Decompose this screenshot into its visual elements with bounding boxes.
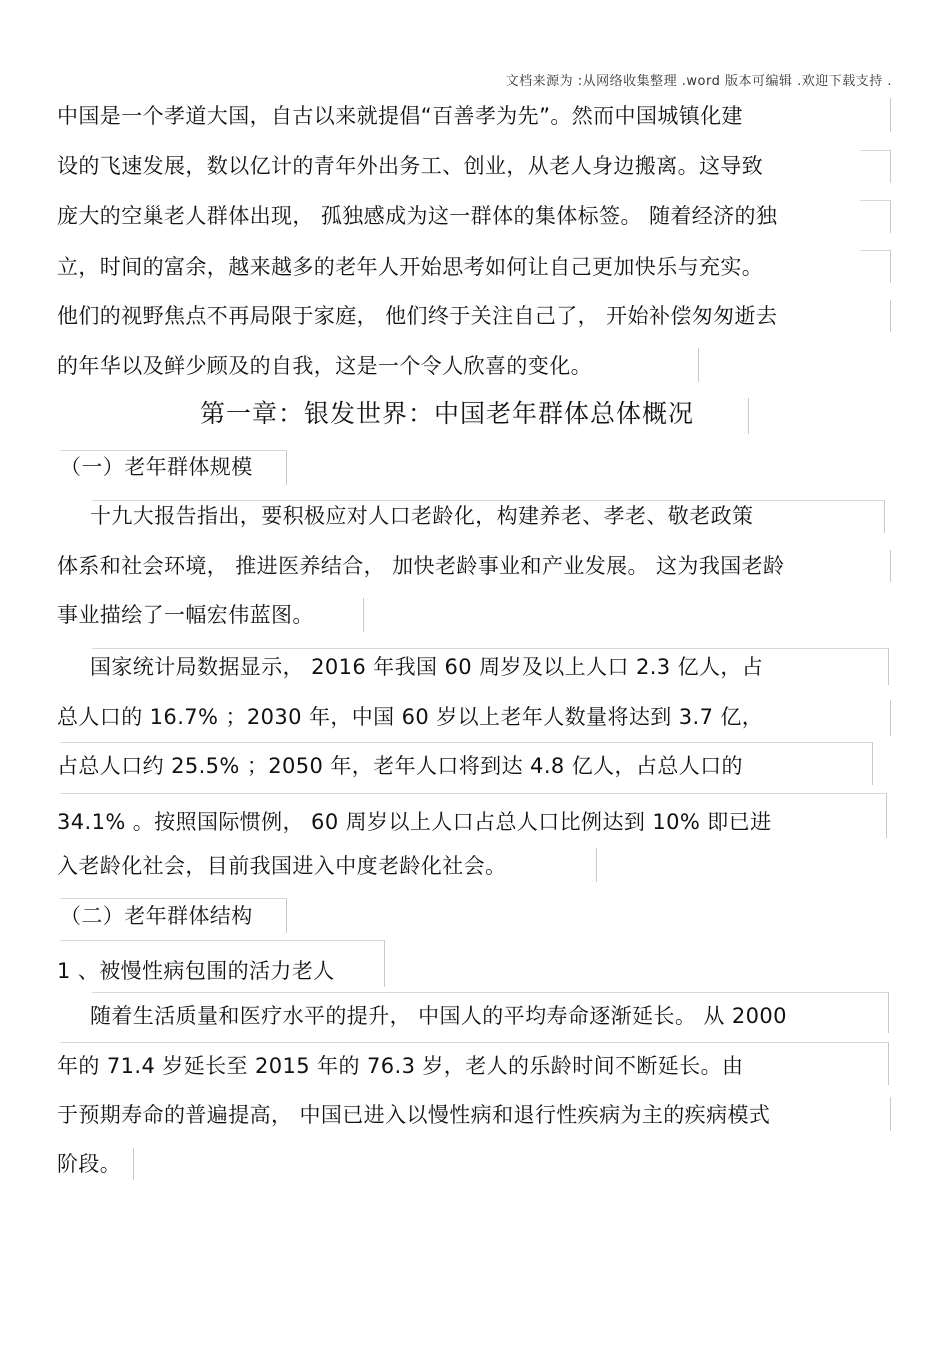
layout-box-edge — [880, 300, 891, 332]
layout-box-edge — [880, 1097, 891, 1131]
subsection-heading: 1 、被慢性病包围的活力老人 — [57, 959, 335, 983]
paragraph-line: 入老龄化社会，目前我国进入中度老龄化社会。 — [57, 854, 507, 878]
paragraph-line: 随着生活质量和医疗水平的提升， 中国人的平均寿命逐渐延长。 从 2000 — [90, 1004, 787, 1028]
paragraph-line: 于预期寿命的普遍提高， 中国已进入以慢性病和退行性疾病为主的疾病模式 — [57, 1103, 771, 1127]
paragraph-line: 年的 71.4 岁延长至 2015 年的 76.3 岁，老人的乐龄时间不断延长。由 — [57, 1054, 744, 1078]
layout-box-edge — [860, 150, 891, 183]
layout-box-edge — [880, 700, 891, 736]
paragraph-line: 体系和社会环境， 推进医养结合， 加快老龄事业和产业发展。 这为我国老龄 — [57, 554, 785, 578]
layout-box-edge — [60, 450, 287, 485]
layout-box-edge — [860, 250, 891, 283]
layout-box-edge — [60, 940, 385, 987]
layout-box-edge — [588, 848, 597, 882]
header-watermark: 文档来源为 :从网络收集整理 .word 版本可编辑 .欢迎下载支持 . — [505, 74, 892, 89]
section-heading: （一）老年群体规模 — [60, 455, 253, 479]
paragraph-line: 他们的视野焦点不再局限于家庭， 他们终于关注自己了， 开始补偿匆匆逝去 — [57, 304, 778, 328]
layout-box-edge — [60, 1042, 889, 1085]
paragraph-line: 阶段。 — [57, 1152, 122, 1176]
layout-box-edge — [880, 98, 891, 132]
layout-box-edge — [690, 348, 699, 382]
layout-box-edge — [125, 1148, 134, 1180]
layout-box-edge — [880, 550, 891, 582]
paragraph-line: 中国是一个孝道大国，自古以来就提倡“百善孝为先”。然而中国城镇化建 — [57, 104, 743, 128]
paragraph-line: 总人口的 16.7% ；2030 年，中国 60 岁以上老年人数量将达到 3.7 亿， — [57, 705, 764, 729]
layout-box-edge — [860, 200, 891, 233]
layout-box-edge — [92, 648, 889, 685]
layout-box-edge — [92, 500, 885, 533]
layout-box-edge — [355, 598, 364, 632]
layout-box-edge — [60, 742, 873, 785]
paragraph-line: 国家统计局数据显示， 2016 年我国 60 周岁及以上人口 2.3 亿人，占 — [90, 655, 764, 679]
paragraph-line: 的年华以及鲜少顾及的自我，这是一个令人欣喜的变化。 — [57, 354, 592, 378]
chapter-title: 第一章：银发世界：中国老年群体总体概况 — [200, 399, 695, 428]
paragraph-line: 十九大报告指出，要积极应对人口老龄化，构建养老、孝老、敬老政策 — [90, 504, 754, 528]
section-heading: （二）老年群体结构 — [60, 904, 253, 928]
layout-box-edge — [92, 992, 889, 1033]
layout-box-edge — [60, 793, 887, 838]
paragraph-line: 事业描绘了一幅宏伟蓝图。 — [57, 603, 314, 627]
paragraph-line: 设的飞速发展，数以亿计的青年外出务工、创业，从老人身边搬离。这导致 — [57, 154, 764, 178]
paragraph-line: 占总人口约 25.5% ；2050 年，老年人口将到达 4.8 亿人，占总人口的 — [57, 754, 743, 778]
paragraph-line: 庞大的空巢老人群体出现， 孤独感成为这一群体的集体标签。 随着经济的独 — [57, 204, 778, 228]
paragraph-line: 立，时间的富余，越来越多的老年人开始思考如何让自己更加快乐与充实。 — [57, 255, 764, 279]
paragraph-line: 34.1% 。按照国际惯例， 60 周岁以上人口占总人口比例达到 10% 即已进 — [57, 810, 772, 834]
layout-box-edge — [740, 398, 749, 434]
layout-box-edge — [60, 898, 287, 933]
